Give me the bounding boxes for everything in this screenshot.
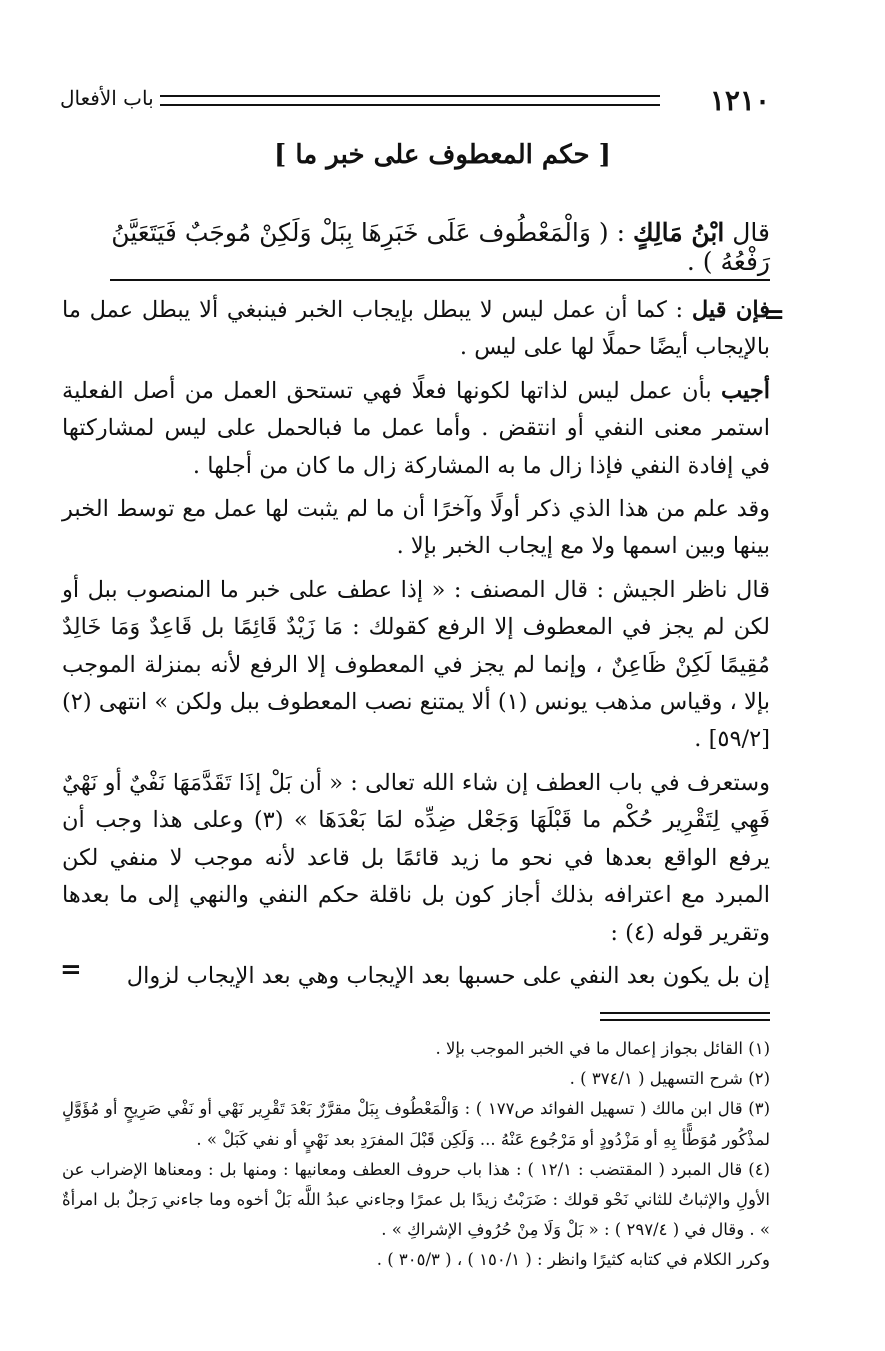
paragraph [62, 765, 770, 952]
footnote: وكرر الكلام في كتابه كثيرًا وانظر : ( ١٥٠/١ ) ، ( ٣٠٥/٣ ) . [376, 1250, 770, 1270]
paragraph [62, 292, 770, 367]
quote-author: ابْنُ مَالِكٍ [632, 218, 725, 247]
footnote: (٢) شرح التسهيل ( ٣٧٤/١ ) . [569, 1069, 770, 1089]
page-number: ١٢١٠ [709, 84, 770, 117]
paragraph [62, 572, 770, 759]
quote-prefix: قال [732, 218, 770, 247]
paragraph-text: بأن عمل ليس لذاتها لكونها فعلًا فهي تستحق العمل من أصل الفعلية استمر معنى النفي أو انتقض . وأما عمل ما فبالحمل على ليس لمشاركتها في إفادة النفي فإذا زال ما به المشاركة زال ما كان من أجلها . [62, 377, 770, 479]
footnote: (٣) قال ابن مالك ( تسهيل الفوائد ص١٧٧ ) : وَالْمَعْطُوف بِبَلْ مقرَّرٌ بَعْدَ تَقْرِير نَهْي أو نَفْي صَرِيحٍ أو مُؤَوَّلٍ لمذْكُور مُوَطًّأ بِهِ أو مَزْدُودٍ أو مَرْجُوع عَنْهُ ... وَلَكِن قَبْلَ المفرَدِ بعد نَهْيٍ أو نفي كَبَلْ » . [62, 1099, 771, 1149]
paragraph [62, 958, 770, 995]
chapter-title: باب الأفعال [60, 86, 154, 110]
running-header [60, 82, 770, 118]
paragraph [62, 491, 770, 566]
paragraph [62, 373, 770, 485]
paragraph-lead: فإن قيل [691, 297, 770, 323]
matn-quote [80, 218, 770, 276]
quote-text: : ( وَالْمَعْطُوف عَلَى خَبَرِهَا بِبَلْ وَلَكِنْ مُوجَبٌ فَيَتَعَيَّنُ رَفْعُهُ ) . [111, 218, 770, 276]
footnotes [62, 1034, 770, 1276]
section-title: [ حكم المعطوف على خبر ما ] [274, 140, 611, 170]
continuation-mark-bottom: = [60, 955, 82, 985]
footnote: (١) القائل بجواز إعمال ما في الخبر الموجب بإلا . [435, 1039, 770, 1058]
paragraph-text: إن بل يكون بعد النفي على حسبها بعد الإيجاب وهي بعد الإيجاب لزوال [126, 962, 770, 989]
commentary-body [62, 292, 770, 1001]
paragraph-lead: أجيب [720, 377, 770, 404]
paragraph-text: وستعرف في باب العطف إن شاء الله تعالى : « أن بَلْ إذَا تَقَدَّمَهَا نَفْيٌ أو نَهْيٌ فَهِي لِتَقْرِير حُكْم ما قَبْلَهَا وَجَعْل ضِدِّه لمَا بَعْدَهَا » (٣) وعلى هذا وجب أن يرفع الواقع بعدها في نحو ما زيد قائمًا بل قاعد لأنه موجب لا منفي لكن المبرد مع اعترافه بذلك أجاز كون بل ناقلة حكم النفي والنهي إلى ما بعدها وتقرير قوله (٤) : [62, 769, 770, 946]
paragraph-text: قال ناظر الجيش : قال المصنف : « إذا عطف على خبر ما المنصوب ببل أو لكن لم يجز في المعطوف إلا الرفع كقولك : مَا زَيْدٌ قَائِمًا بل قَاعِدٌ وَمَا خَالِدٌ مُقِيمًا لَكِنْ ظَاعِنٌ ، وإنما لم يجز في المعطوف إلا الرفع لأنه بمنزلة الموجب بإلا ، وقياس مذهب يونس (١) ألا يمتنع نصب المعطوف ببل ولكن » انتهى (٢) [٥٩/٢] . [62, 576, 770, 753]
footnote-separator [600, 1012, 770, 1021]
paragraph-text: : كما أن عمل ليس لا يبطل بإيجاب الخبر فينبغي ألا يبطل عمل ما بالإيجاب أيضًا حملًا لها على ليس . [62, 297, 770, 361]
header-double-rule [160, 95, 660, 106]
footnote: (٤) قال المبرد ( المقتضب : ١٢/١ ) : هذا باب حروف العطف ومعانيها : ومنها بل : ومعناها الإضراب عن الأولِ والإثباتُ للثاني نَحْو قولك : ضَرَبْتُ زيدًا بل عمرًا وجاءني عبدُ اللَّه بَلْ أخوه وما جاءني رَجلٌ بل امرأةٌ » . وقال في ( ٢٩٧/٤ ) : « بَلْ وَلَا مِنْ حُرُوفِ الإشراكِ » . [62, 1159, 771, 1240]
quote-underline [110, 279, 770, 281]
paragraph-text: وقد علم من هذا الذي ذكر أولًا وآخرًا أن ما لم يثبت لها عمل مع توسط الخبر بينها وبين اسمها ولا مع إيجاب الخبر بإلا . [62, 496, 770, 560]
continuation-mark-top: = [763, 300, 785, 330]
